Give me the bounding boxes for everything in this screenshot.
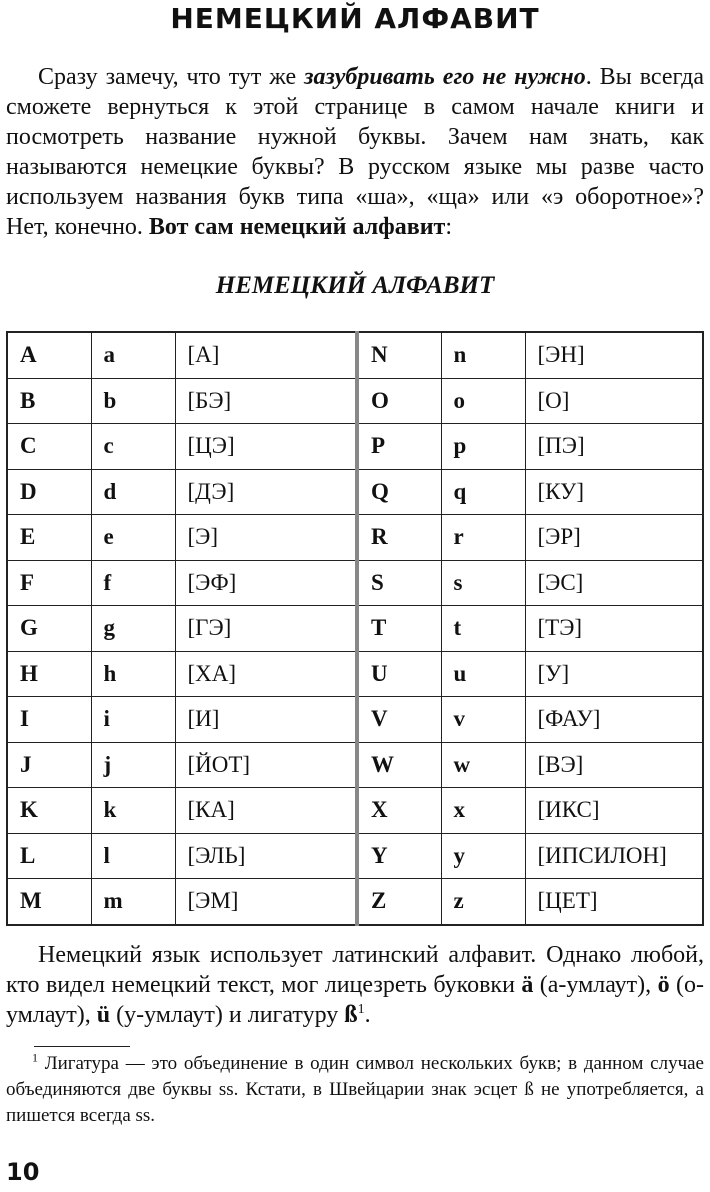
letter-capital: I xyxy=(7,697,91,743)
letter-lowercase: k xyxy=(91,788,175,834)
alphabet-row xyxy=(7,742,703,788)
letter-name: [А] xyxy=(175,332,357,378)
letter-name: [ТЭ] xyxy=(525,606,703,652)
letter-name: [ГЭ] xyxy=(175,606,357,652)
alphabet-row xyxy=(7,332,703,378)
intro-text-2: . Вы всегда сможете вернуться к этой странице в самом начале книги и посмотреть название нужной буквы. Зачем нам знать, как называются немецкие буквы? В русском языке мы разве часто используем названия букв типа «ша», «ща» или «э оборотное»? Нет, конечно. xyxy=(6,64,704,240)
letter-lowercase: f xyxy=(91,560,175,606)
umlaut-text-5: . xyxy=(364,1002,371,1028)
eszett-letter: ß xyxy=(344,1002,358,1028)
alphabet-table xyxy=(6,331,704,926)
letter-name: [ЭР] xyxy=(525,515,703,561)
letter-name: [ИПСИЛОН] xyxy=(525,833,703,879)
letter-capital: A xyxy=(7,332,91,378)
letter-capital: W xyxy=(357,742,441,788)
letter-name: [У] xyxy=(525,651,703,697)
letter-lowercase: j xyxy=(91,742,175,788)
letter-capital: N xyxy=(357,332,441,378)
letter-lowercase: r xyxy=(441,515,525,561)
alphabet-row xyxy=(7,560,703,606)
letter-name: [ВЭ] xyxy=(525,742,703,788)
a-umlaut-letter: ä xyxy=(521,972,534,998)
alphabet-row xyxy=(7,469,703,515)
letter-name: [ЭФ] xyxy=(175,560,357,606)
o-umlaut-letter: ö xyxy=(657,972,670,998)
letter-name: [ЭЛЬ] xyxy=(175,833,357,879)
umlaut-text-3: (о-умлаут), xyxy=(6,972,704,1028)
letter-lowercase: w xyxy=(441,742,525,788)
footnote-marker: 1 xyxy=(32,1050,38,1065)
letter-lowercase: s xyxy=(441,560,525,606)
letter-lowercase: i xyxy=(91,697,175,743)
letter-capital: C xyxy=(7,424,91,470)
alphabet-row xyxy=(7,606,703,652)
letter-name: [ХА] xyxy=(175,651,357,697)
letter-lowercase: c xyxy=(91,424,175,470)
letter-lowercase: b xyxy=(91,378,175,424)
letter-lowercase: t xyxy=(441,606,525,652)
letter-lowercase: u xyxy=(441,651,525,697)
letter-lowercase: y xyxy=(441,833,525,879)
alphabet-row xyxy=(7,424,703,470)
letter-lowercase: v xyxy=(441,697,525,743)
alphabet-row xyxy=(7,833,703,879)
alphabet-row xyxy=(7,378,703,424)
umlaut-text-1: Немецкий язык использует латинский алфавит. Однако любой, кто видел немецкий текст, мог лицезреть буковки xyxy=(6,942,704,998)
letter-capital: K xyxy=(7,788,91,834)
intro-paragraph xyxy=(6,62,704,242)
letter-lowercase: o xyxy=(441,378,525,424)
intro-text-3: : xyxy=(445,214,453,240)
letter-lowercase: h xyxy=(91,651,175,697)
letter-name: [Э] xyxy=(175,515,357,561)
letter-lowercase: q xyxy=(441,469,525,515)
letter-name: [ЦЕТ] xyxy=(525,879,703,925)
letter-name: [ДЭ] xyxy=(175,469,357,515)
page-number: 10 xyxy=(6,1158,40,1186)
letter-lowercase: x xyxy=(441,788,525,834)
footnote xyxy=(6,1051,704,1129)
letter-name: [О] xyxy=(525,378,703,424)
letter-capital: Y xyxy=(357,833,441,879)
letter-capital: S xyxy=(357,560,441,606)
letter-name: [И] xyxy=(175,697,357,743)
letter-capital: Z xyxy=(357,879,441,925)
letter-name: [ЙОТ] xyxy=(175,742,357,788)
letter-capital: T xyxy=(357,606,441,652)
alphabet-row xyxy=(7,651,703,697)
alphabet-row xyxy=(7,879,703,925)
letter-capital: E xyxy=(7,515,91,561)
letter-capital: P xyxy=(357,424,441,470)
letter-lowercase: a xyxy=(91,332,175,378)
letter-lowercase: l xyxy=(91,833,175,879)
letter-name: [БЭ] xyxy=(175,378,357,424)
letter-capital: X xyxy=(357,788,441,834)
letter-capital: J xyxy=(7,742,91,788)
letter-capital: Q xyxy=(357,469,441,515)
letter-lowercase: d xyxy=(91,469,175,515)
letter-capital: F xyxy=(7,560,91,606)
intro-emphasis: зазубривать его не нужно xyxy=(304,64,586,90)
chapter-title: НЕМЕЦКИЙ АЛФАВИТ xyxy=(170,2,540,35)
intro-strong: Вот сам немецкий алфавит xyxy=(148,214,446,240)
intro-text-1: Сразу замечу, что тут же xyxy=(38,64,305,90)
footnote-divider xyxy=(34,1046,130,1047)
letter-capital: D xyxy=(7,469,91,515)
letter-name: [ФАУ] xyxy=(525,697,703,743)
letter-capital: M xyxy=(7,879,91,925)
letter-capital: H xyxy=(7,651,91,697)
letter-name: [КА] xyxy=(175,788,357,834)
alphabet-row xyxy=(7,697,703,743)
umlaut-paragraph xyxy=(6,940,704,1030)
letter-capital: B xyxy=(7,378,91,424)
letter-lowercase: z xyxy=(441,879,525,925)
letter-lowercase: g xyxy=(91,606,175,652)
letter-lowercase: n xyxy=(441,332,525,378)
letter-name: [ЭС] xyxy=(525,560,703,606)
umlaut-text-4: (у-умлаут) и лигатуру xyxy=(110,1002,345,1028)
letter-capital: G xyxy=(7,606,91,652)
letter-capital: U xyxy=(357,651,441,697)
letter-lowercase: m xyxy=(91,879,175,925)
alphabet-table-body xyxy=(7,332,703,925)
letter-capital: L xyxy=(7,833,91,879)
alphabet-row xyxy=(7,515,703,561)
letter-lowercase: p xyxy=(441,424,525,470)
letter-name: [ЭМ] xyxy=(175,879,357,925)
letter-capital: O xyxy=(357,378,441,424)
alphabet-row xyxy=(7,788,703,834)
letter-name: [ПЭ] xyxy=(525,424,703,470)
u-umlaut-letter: ü xyxy=(96,1002,111,1028)
umlaut-text-2: (а-умлаут), xyxy=(533,972,658,998)
letter-capital: V xyxy=(357,697,441,743)
footnote-text: Лигатура — это объединение в один символ нескольких букв; в данном случае объединяются две буквы ss. Кстати, в Швейцарии знак эсцет ß не употребляется, а пишется всегда ss. xyxy=(6,1053,704,1126)
letter-name: [КУ] xyxy=(525,469,703,515)
letter-lowercase: e xyxy=(91,515,175,561)
footnote-reference: 1 xyxy=(357,1002,365,1017)
letter-name: [ЦЭ] xyxy=(175,424,357,470)
letter-capital: R xyxy=(357,515,441,561)
letter-name: [ЭН] xyxy=(525,332,703,378)
table-title: НЕМЕЦКИЙ АЛФАВИТ xyxy=(215,272,495,299)
letter-name: [ИКС] xyxy=(525,788,703,834)
